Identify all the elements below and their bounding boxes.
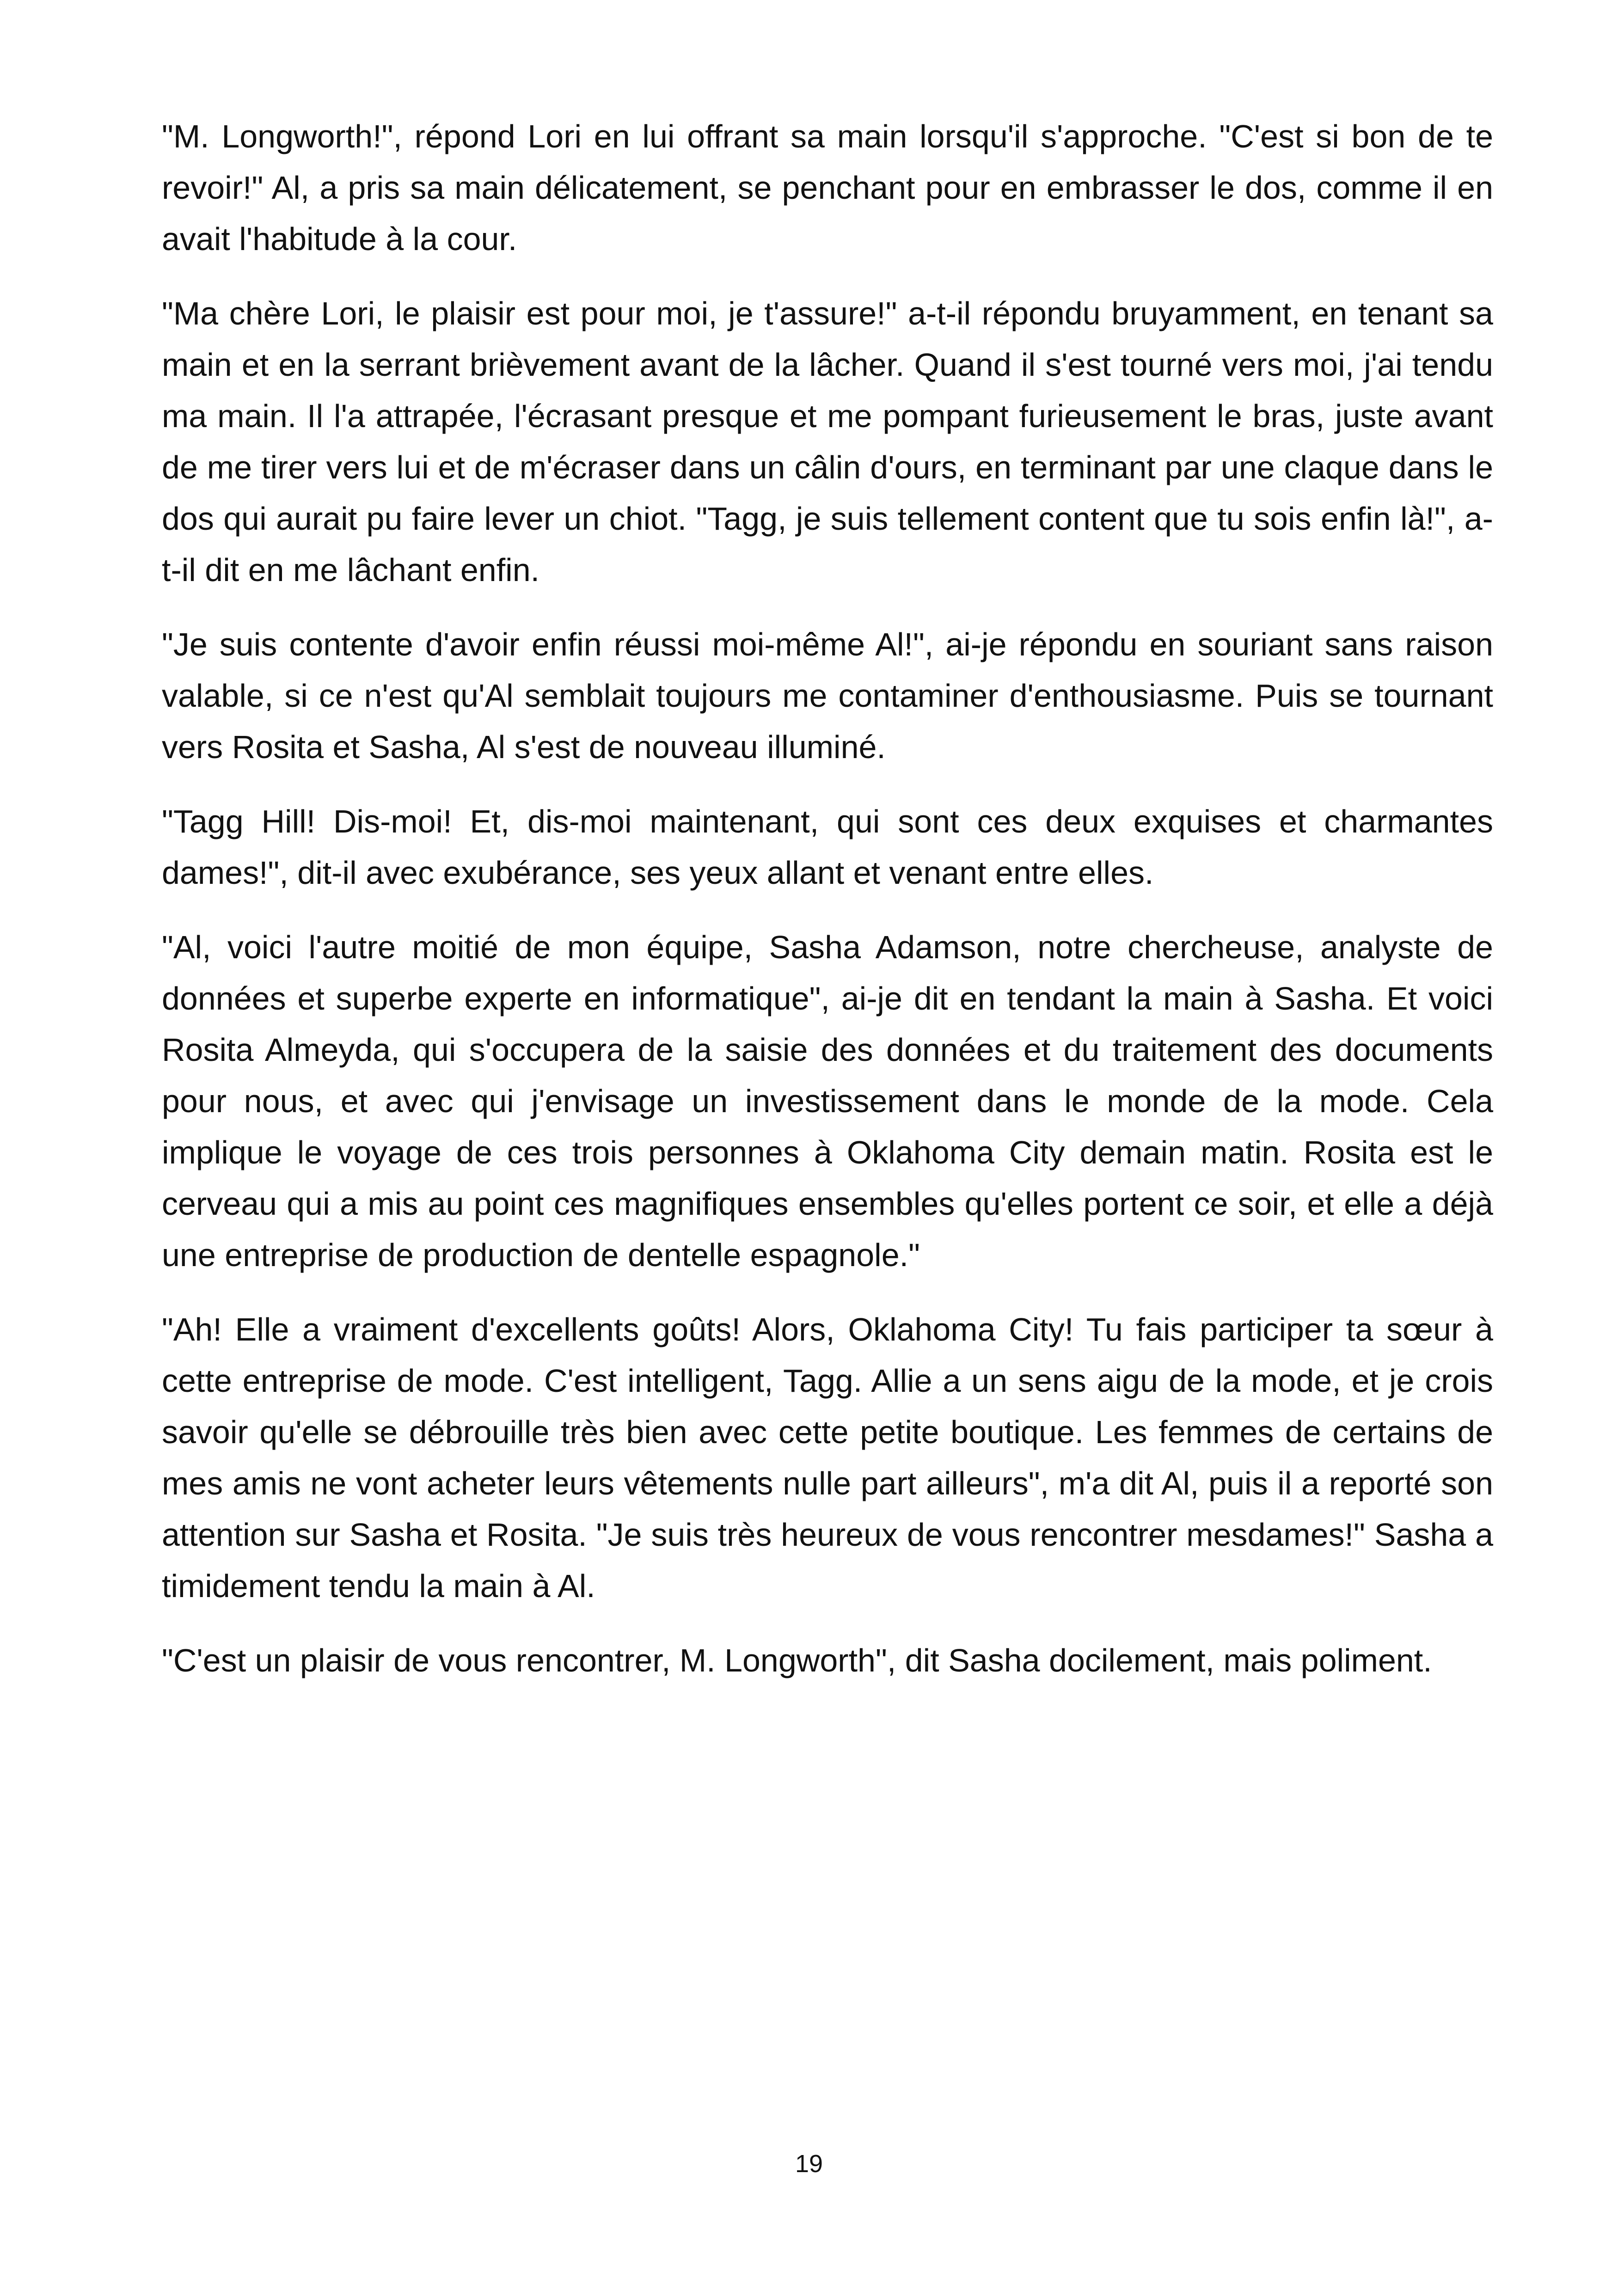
paragraph: "M. Longworth!", répond Lori en lui offrant sa main lorsqu'il s'approche. "C'est si bon de te revoir!" Al, a pris sa main délicatement, se penchant pour en embrasser le dos, comme il en avait l'habitude à la cour. [162, 118, 1493, 257]
paragraph: "Tagg Hill! Dis-moi! Et, dis-moi maintenant, qui sont ces deux exquises et charmantes dames!", dit-il avec exubérance, ses yeux allant et venant entre elles. [162, 803, 1493, 891]
paragraph: "C'est un plaisir de vous rencontrer, M. Longworth", dit Sasha docilement, mais poliment. [162, 1642, 1432, 1678]
paragraph: "Ma chère Lori, le plaisir est pour moi, je t'assure!" a-t-il répondu bruyamment, en tenant sa main et en la serrant brièvement avant de la lâcher. Quand il s'est tourné vers moi, j'ai tendu ma main. Il l'a attrapée, l'écrasant presque et me pompant furieusement le bras, juste avant de me tirer vers lui et de m'écraser dans un câlin d'ours, en terminant par une claque dans le dos qui aurait pu faire lever un chiot. "Tagg, je suis tellement content que tu sois enfin là!", a-t-il dit en me lâchant enfin. [162, 295, 1493, 588]
paragraph: "Je suis contente d'avoir enfin réussi moi-même Al!", ai-je répondu en souriant sans raison valable, si ce n'est qu'Al semblait toujours me contaminer d'enthousiasme. Puis se tournant vers Rosita et Sasha, Al s'est de nouveau illuminé. [162, 626, 1493, 765]
paragraph: "Ah! Elle a vraiment d'excellents goûts! Alors, Oklahoma City! Tu fais participer ta sœur à cette entreprise de mode. C'est intelligent, Tagg. Allie a un sens aigu de la mode, et je crois savoir qu'elle se débrouille très bien avec cette petite boutique. Les femmes de certains de mes amis ne vont acheter leurs vêtements nulle part ailleurs", m'a dit Al, puis il a reporté son attention sur Sasha et Rosita. "Je suis très heureux de vous rencontrer mesdames!" Sasha a timidement tendu la main à Al. [162, 1311, 1493, 1604]
body-text [162, 111, 1493, 1709]
paragraph: "Al, voici l'autre moitié de mon équipe, Sasha Adamson, notre chercheuse, analyste de données et superbe experte en informatique", ai-je dit en tendant la main à Sasha. Et voici Rosita Almeyda, qui s'occupera de la saisie des données et du traitement des documents pour nous, et avec qui j'envisage un investissement dans le monde de la mode. Cela implique le voyage de ces trois personnes à Oklahoma City demain matin. Rosita est le cerveau qui a mis au point ces magnifiques ensembles qu'elles portent ce soir, et elle a déjà une entreprise de production de dentelle espagnole." [162, 929, 1493, 1273]
page-number: 19 [795, 2150, 823, 2178]
